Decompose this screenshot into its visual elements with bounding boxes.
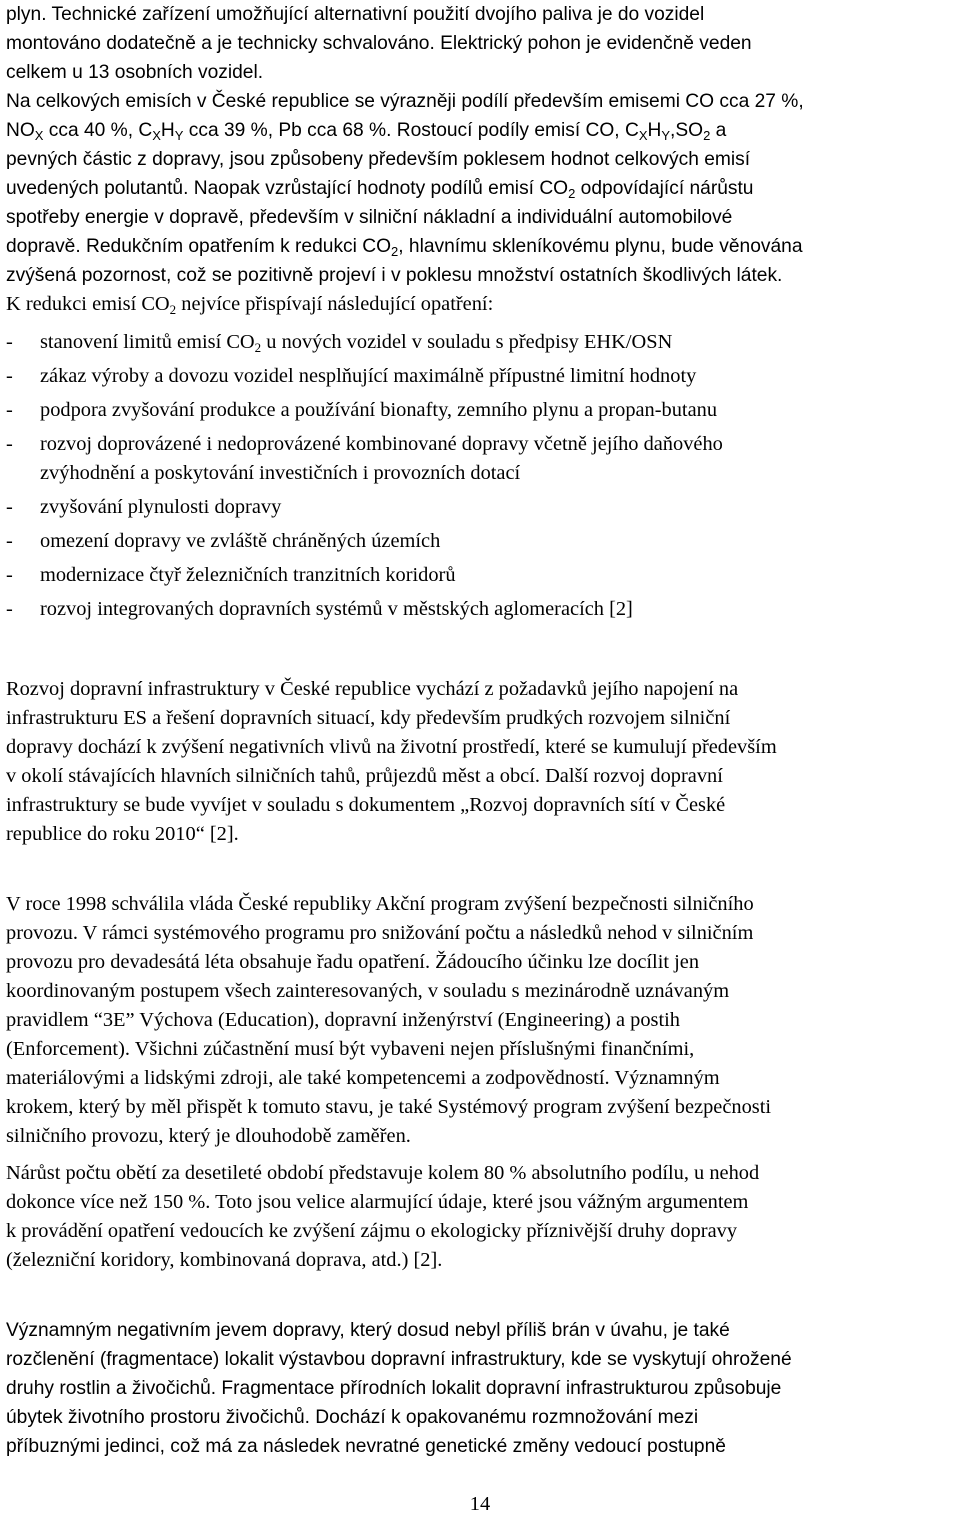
text-run: NO [6, 120, 35, 141]
subscript: X [638, 128, 648, 143]
text-run: , hlavnímu skleníkovému plynu, bude věnována [398, 236, 803, 257]
subscript: 2 [391, 244, 399, 259]
text-line: rozčlenění (fragmentace) lokalit výstavbou dopravní infrastruktury, kde se vyskytují ohrožené [6, 1349, 792, 1370]
paragraph-casualties [6, 1159, 956, 1275]
text-line: druhy rostlin a živočichů. Fragmentace přírodních lokalit dopravní infrastrukturou způsobuje [6, 1378, 782, 1399]
subscript: 2 [568, 186, 576, 201]
text-run: odpovídající nárůstu [575, 178, 754, 199]
subscript: Y [174, 128, 184, 143]
text-run: K redukci emisí CO [6, 293, 170, 315]
text-line: infrastruktury se bude vyvíjet v souladu s dokumentem „Rozvoj dopravních sítí v České [6, 794, 726, 816]
text-run: nejvíce přispívají následující opatření: [176, 293, 494, 315]
text-line: k provádění opatření vedoucích ke zvýšení zájmu o ekologicky příznivější druhy dopravy [6, 1220, 738, 1242]
subscript: 2 [169, 302, 177, 317]
text-line [6, 762, 956, 791]
text-run: dokonce více než 150 %. [6, 1191, 216, 1213]
text-line: úbytek životního prostoru živočichů. Dochází k opakovanému rozmnožování mezi [6, 1407, 699, 1428]
paragraph-alternative-fuels [6, 0, 956, 319]
list-item: - podpora zvyšování produkce a používání bionafty, zemního plynu a propan-butanu [6, 396, 956, 425]
text-line: krokem, který by měl přispět k tomuto stavu, je také Systémový program zvýšení bezpečnosti [6, 1096, 772, 1118]
text-run: cca 40 %, C [43, 120, 153, 141]
text-line: Rozvoj dopravní infrastruktury v České republice vychází z požadavků jejího napojení na [6, 678, 739, 700]
text-line: (Enforcement). Všichni zúčastnění musí být vybaveni nejen příslušnými finančními, [6, 1038, 695, 1060]
text-run: a [710, 120, 727, 141]
paragraph-safety-program [6, 890, 956, 1151]
subscript: 2 [703, 128, 711, 143]
text-line: - rozvoj doprovázené i nedoprovázené kombinované dopravy včetně jejího daňového [40, 433, 723, 455]
text-line: příbuznými jedinci, což má za následek nevratné genetické změny vedoucí postupně [6, 1436, 726, 1457]
text-run: Toto jsou velice alarmující údaje, které jsou vážným argumentem [215, 1191, 749, 1213]
text-line: Významným negativním jevem dopravy, který dosud nebyl příliš brán v úvahu, je také [6, 1320, 730, 1341]
paragraph-fragmentation [6, 1316, 956, 1461]
text-line: Na celkových emisích v České republice se výrazněji podílí především emisemi CO cca 27 %, [6, 91, 804, 112]
text-line: plyn. Technické zařízení umožňující alternativní použití dvojího paliva je do vozidel [6, 4, 705, 25]
measures-list [6, 328, 956, 629]
page-number: 14 [469, 1493, 491, 1515]
text-line: materiálovými a lidskými zdroji, ale také kompetencemi a zodpovědností. Významným [6, 1067, 720, 1089]
list-item: - omezení dopravy ve zvláště chráněných územích [6, 527, 956, 556]
text-line: Nárůst počtu obětí za desetileté období představuje kolem 80 % absolutního podílu, u nehod [6, 1162, 760, 1184]
text-run: v okolí stávajících hlavních silničních tahů, průjezdů měst a obcí. [6, 765, 546, 787]
text-run: Redukčním opatřením k redukci CO [86, 236, 392, 257]
subscript: X [152, 128, 161, 143]
text-run: Naopak vzrůstající hodnoty podílů emisí CO [193, 178, 569, 199]
list-item: - rozvoj integrovaných dopravních systémů v městských aglomeracích [2] [6, 595, 956, 624]
text-run: uvedených polutantů. [6, 178, 194, 199]
text-line: zvýšená pozornost, což se pozitivně projeví i v poklesu množství ostatních škodlivých látek. [6, 265, 783, 286]
subscript: 2 [254, 340, 262, 355]
text-line: celkem u 13 osobních vozidel. [6, 62, 264, 83]
text-line [6, 290, 956, 319]
text-line: dopravy dochází k zvýšení negativních vlivů na životní prostředí, které se kumulují především [6, 736, 777, 758]
list-item: - modernizace čtyř železničních tranzitních koridorů [6, 561, 956, 590]
text-line: V roce 1998 schválila vláda České republiky Akční program zvýšení bezpečnosti silničního [6, 893, 754, 915]
text-run: H [647, 120, 662, 141]
text-line: koordinovaným postupem všech zainteresovaných, v souladu s mezinárodně uznávaným [6, 980, 730, 1002]
text-run: u nových vozidel v souladu s předpisy EHK/OSN [261, 331, 673, 353]
list-item: - zákaz výroby a dovozu vozidel nesplňující maximálně přípustné limitní hodnoty [6, 362, 956, 391]
text-line: spotřeby energie v dopravě, především v silniční nákladní a individuální automobilové [6, 207, 733, 228]
text-line: zvýhodnění a poskytování investičních i provozních dotací [40, 462, 521, 484]
text-run: ,SO [670, 120, 704, 141]
text-line: montováno dodatečně a je technicky schvalováno. Elektrický pohon je evidenčně veden [6, 33, 752, 54]
text-line: (železniční koridory, kombinovaná doprava, atd.) [2]. [6, 1249, 443, 1271]
text-line: infrastrukturu ES a řešení dopravních situací, kdy především prudkých rozvojem silniční [6, 707, 731, 729]
subscript: Y [661, 128, 671, 143]
list-item [6, 328, 956, 357]
list-item [6, 430, 956, 488]
text-line: pravidlem “3E” Výchova (Education), dopravní inženýrství (Engineering) a postih [6, 1009, 681, 1031]
text-run: dopravě. [6, 236, 87, 257]
list-item: - zvyšování plynulosti dopravy [6, 493, 956, 522]
text-line: provozu. V rámci systémového programu pro snižování počtu a následků nehod v silničním [6, 922, 754, 944]
text-run: stanovení limitů emisí CO [40, 331, 255, 353]
text-line [6, 116, 956, 145]
text-line [6, 1188, 956, 1217]
text-run: cca 39 %, Pb cca 68 %. [183, 120, 397, 141]
paragraph-infrastructure [6, 675, 956, 849]
subscript: X [34, 128, 44, 143]
text-run: H [160, 120, 175, 141]
text-run: Rostoucí podíly emisí CO, C [396, 120, 639, 141]
text-line: republice do roku 2010“ [2]. [6, 823, 239, 845]
text-line: pevných částic z dopravy, jsou způsobeny především poklesem hodnot celkových emisí [6, 149, 751, 170]
text-line: provozu pro devadesátá léta obsahuje řadu opatření. Žádoucího účinku lze docílit jen [6, 951, 700, 973]
text-line: silničního provozu, který je dlouhodobě zaměřen. [6, 1125, 411, 1147]
text-line [6, 174, 956, 203]
text-run: Další rozvoj dopravní [545, 765, 723, 787]
text-line [6, 232, 956, 261]
